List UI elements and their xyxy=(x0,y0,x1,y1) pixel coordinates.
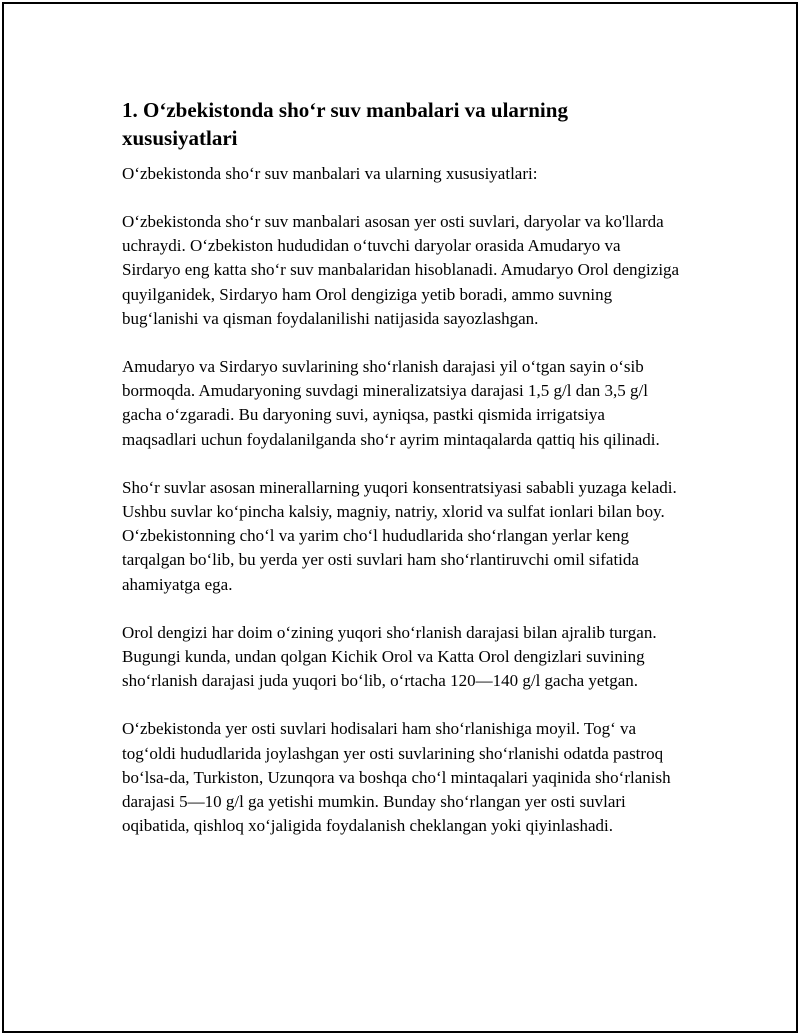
paragraph: Amudaryo va Sirdaryo suvlarining sho‘rlanish darajasi yil o‘tgan sayin o‘sib bormoqda. Amudaryoning suvdagi mineralizatsiya darajasi 1,5 g/l dan 3,5 g/l gacha o‘zgaradi. Bu daryoning suvi, ayniqsa, pastki qismida irrigatsiya maqsadlari uchun foydalanilganda sho‘r ayrim mintaqalarda qattiq his qilinadi. xyxy=(122,357,660,449)
paragraph: O‘zbekistonda yer osti suvlari hodisalari ham sho‘rlanishiga moyil. Tog‘ va tog‘oldi hududlarida joylashgan yer osti suvlarining sho‘rlanishi odatda pastroq bo‘lsa-da, Turkiston, Uzunqora va boshqa cho‘l mintaqalari yaqinida sho‘rlanish darajasi 5—10 g/l ga yetishi mumkin. Bunday sho‘rlangan yer osti suvlari oqibatida, qishloq xo‘jaligida foydalanish cheklangan yoki qiyinlashadi. xyxy=(122,719,671,836)
intro-line: O‘zbekistonda sho‘r suv manbalari va ularning xususiyatlari: xyxy=(122,164,538,183)
paragraph: O‘zbekistonda sho‘r suv manbalari asosan yer osti suvlari, daryolar va ko'llarda uchraydi. O‘zbekiston hududidan o‘tuvchi daryolar orasida Amudaryo va Sirdaryo eng katta sho‘r suv manbalaridan hisoblanadi. Amudaryo Orol dengiziga quyilganidek, Sirdaryo ham Orol dengiziga yetib boradi, ammo suvning bug‘lanishi va qisman foydalanilishi natijasida sayozlashgan. xyxy=(122,212,680,328)
paragraph: Sho‘r suvlar asosan minerallarning yuqori konsentratsiyasi sababli yuzaga keladi. Ushbu suvlar ko‘pincha kalsiy, magniy, natriy, xlorid va sulfat ionlari bilan boy. O‘zbekistonning cho‘l va yarim cho‘l hududlarida sho‘rlangan yerlar keng tarqalgan bo‘lib, bu yerda yer osti suvlari ham sho‘rlantiruvchi omil sifatida ahamiyatga ega. xyxy=(122,477,677,594)
document-body xyxy=(122,96,682,838)
document-page xyxy=(2,2,798,1033)
section-title: 1. O‘zbekistonda sho‘r suv manbalari va ularning xususiyatlari xyxy=(122,98,568,150)
paragraph: Orol dengizi har doim o‘zining yuqori sho‘rlanish darajasi bilan ajralib turgan. Bugungi kunda, undan qolgan Kichik Orol va Katta Orol dengizlari suvining sho‘rlanish darajasi juda yuqori bo‘lib, o‘rtacha 120—140 g/l gacha yetgan. xyxy=(122,622,657,691)
